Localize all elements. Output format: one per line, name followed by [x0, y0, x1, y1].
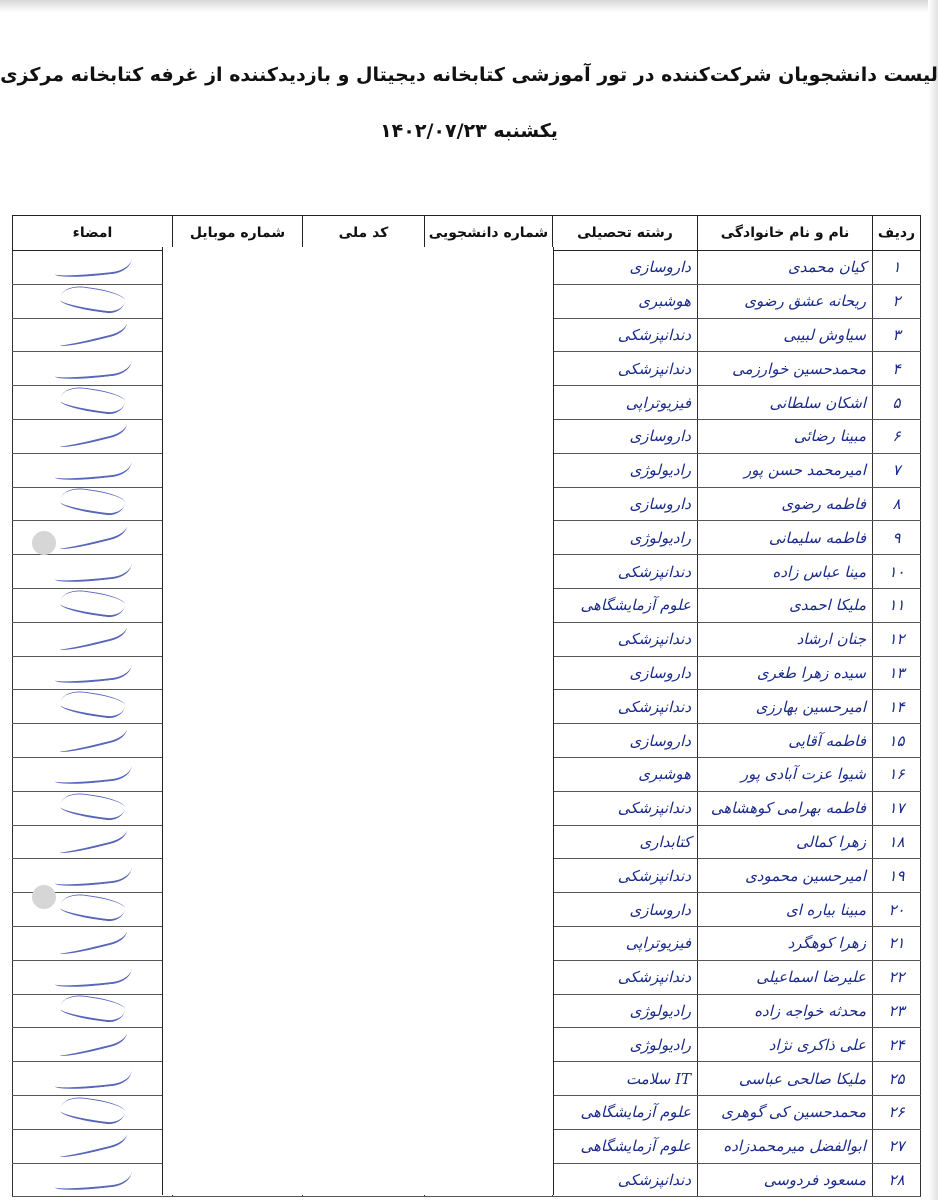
signature-cell: [13, 386, 173, 420]
signature-cell: [13, 757, 173, 791]
field-of-study: هوشبری: [553, 284, 698, 318]
field-of-study: دندانپزشکی: [553, 352, 698, 386]
column-header-signature: امضاء: [13, 216, 173, 251]
handwritten-signature: [53, 555, 133, 585]
signature-cell: [13, 555, 173, 589]
handwritten-signature: [53, 1163, 133, 1193]
row-number: ۲: [873, 284, 921, 318]
row-number: ۱: [873, 251, 921, 285]
row-number: ۳: [873, 318, 921, 352]
row-number: ۲۱: [873, 926, 921, 960]
signature-cell: [13, 656, 173, 690]
student-name: مینا عباس زاده: [698, 555, 873, 589]
handwritten-signature: [59, 487, 126, 518]
handwritten-signature: [53, 352, 133, 382]
student-name: فاطمه سلیمانی: [698, 521, 873, 555]
signature-cell: [13, 588, 173, 622]
document-date: یکشنبه ۱۴۰۲/۰۷/۲۳: [380, 120, 558, 142]
student-name: اشکان سلطانی: [698, 386, 873, 420]
field-of-study: داروسازی: [553, 656, 698, 690]
handwritten-signature: [53, 251, 133, 281]
row-number: ۱۵: [873, 724, 921, 758]
student-name: شیوا عزت آبادی پور: [698, 757, 873, 791]
signature-cell: [13, 352, 173, 386]
handwritten-signature: [57, 419, 129, 450]
field-of-study: دندانپزشکی: [553, 859, 698, 893]
row-number: ۲۶: [873, 1095, 921, 1129]
handwritten-signature: [57, 622, 129, 653]
field-of-study: داروسازی: [553, 251, 698, 285]
student-name: مبینا رضائی: [698, 419, 873, 453]
field-of-study: IT سلامت: [553, 1062, 698, 1096]
row-number: ۶: [873, 419, 921, 453]
signature-cell: [13, 724, 173, 758]
student-name: سیاوش لبیبی: [698, 318, 873, 352]
field-of-study: داروسازی: [553, 419, 698, 453]
handwritten-signature: [59, 994, 126, 1025]
handwritten-signature: [57, 1028, 129, 1059]
signature-cell: [13, 284, 173, 318]
signature-cell: [13, 1028, 173, 1062]
signature-cell: [13, 251, 173, 285]
field-of-study: دندانپزشکی: [553, 960, 698, 994]
row-number: ۱۱: [873, 588, 921, 622]
handwritten-signature: [57, 724, 129, 755]
student-name: زهرا کوهگرد: [698, 926, 873, 960]
student-name: مسعود فردوسی: [698, 1163, 873, 1197]
signature-cell: [13, 690, 173, 724]
row-number: ۱۸: [873, 825, 921, 859]
signature-cell: [13, 960, 173, 994]
handwritten-signature: [59, 386, 126, 417]
punch-hole: [32, 885, 56, 909]
student-name: جنان ارشاد: [698, 622, 873, 656]
student-name: زهرا کمالی: [698, 825, 873, 859]
field-of-study: داروسازی: [553, 893, 698, 927]
signature-cell: [13, 926, 173, 960]
handwritten-signature: [57, 926, 129, 957]
signature-cell: [13, 622, 173, 656]
field-of-study: علوم آزمایشگاهی: [553, 1129, 698, 1163]
row-number: ۱۰: [873, 555, 921, 589]
attendance-sheet: [12, 215, 920, 1200]
row-number: ۱۷: [873, 791, 921, 825]
student-name: محمدحسین کی گوهری: [698, 1095, 873, 1129]
field-of-study: کتابداری: [553, 825, 698, 859]
handwritten-signature: [59, 690, 126, 721]
signature-cell: [13, 1129, 173, 1163]
field-of-study: داروسازی: [553, 724, 698, 758]
field-of-study: دندانپزشکی: [553, 1163, 698, 1197]
row-number: ۱۹: [873, 859, 921, 893]
row-number: ۷: [873, 453, 921, 487]
handwritten-signature: [59, 284, 126, 315]
signature-cell: [13, 1062, 173, 1096]
handwritten-signature: [57, 825, 129, 856]
student-name: محدثه خواجه زاده: [698, 994, 873, 1028]
header-row: [13, 216, 921, 251]
row-number: ۲۳: [873, 994, 921, 1028]
field-of-study: دندانپزشکی: [553, 791, 698, 825]
handwritten-signature: [53, 960, 133, 990]
student-name: ملیکا احمدی: [698, 588, 873, 622]
handwritten-signature: [57, 318, 129, 349]
signature-cell: [13, 453, 173, 487]
signature-cell: [13, 791, 173, 825]
row-number: ۹: [873, 521, 921, 555]
document-title: لیست دانشجویان شرکت‌کننده در تور آموزشی کتابخانه دیجیتال و بازدیدکننده از غرفه کتابخانه مرکزی: [0, 64, 938, 86]
field-of-study: دندانپزشکی: [553, 555, 698, 589]
field-of-study: هوشبری: [553, 757, 698, 791]
signature-cell: [13, 419, 173, 453]
column-header-student-number: شماره دانشجویی: [425, 216, 553, 251]
handwritten-signature: [57, 521, 129, 552]
column-header-mobile-number: شماره موبایل: [173, 216, 303, 251]
signature-cell: [13, 994, 173, 1028]
student-name: سیده زهرا طغری: [698, 656, 873, 690]
row-number: ۸: [873, 487, 921, 521]
handwritten-signature: [53, 757, 133, 787]
field-of-study: علوم آزمایشگاهی: [553, 1095, 698, 1129]
student-name: کیان محمدی: [698, 251, 873, 285]
signature-cell: [13, 487, 173, 521]
field-of-study: رادیولوژی: [553, 994, 698, 1028]
handwritten-signature: [53, 453, 133, 483]
handwritten-signature: [53, 656, 133, 686]
row-number: ۵: [873, 386, 921, 420]
student-name: امیرحسین بهارزی: [698, 690, 873, 724]
handwritten-signature: [59, 1095, 126, 1126]
student-name: علی ذاکری نژاد: [698, 1028, 873, 1062]
student-name: علیرضا اسماعیلی: [698, 960, 873, 994]
row-number: ۴: [873, 352, 921, 386]
row-number: ۲۴: [873, 1028, 921, 1062]
field-of-study: داروسازی: [553, 487, 698, 521]
row-number: ۱۳: [873, 656, 921, 690]
handwritten-signature: [53, 859, 133, 889]
student-name: ریحانه عشق رضوی: [698, 284, 873, 318]
column-header-row-number: ردیف: [873, 216, 921, 251]
row-number: ۱۴: [873, 690, 921, 724]
column-header-full-name: نام و نام خانوادگی: [698, 216, 873, 251]
field-of-study: رادیولوژی: [553, 521, 698, 555]
row-number: ۱۶: [873, 757, 921, 791]
student-name: محمدحسین خوارزمی: [698, 352, 873, 386]
handwritten-signature: [59, 893, 126, 924]
handwritten-signature: [59, 588, 126, 619]
student-name: فاطمه بهرامی کوهشاهی: [698, 791, 873, 825]
row-number: ۲۷: [873, 1129, 921, 1163]
handwritten-signature: [59, 791, 126, 822]
signature-cell: [13, 318, 173, 352]
column-header-field-of-study: رشته تحصیلی: [553, 216, 698, 251]
field-of-study: فیزیوتراپی: [553, 386, 698, 420]
scan-right-edge: [928, 0, 938, 1200]
field-of-study: دندانپزشکی: [553, 690, 698, 724]
redacted-area: [162, 247, 554, 1195]
signature-cell: [13, 1095, 173, 1129]
signature-cell: [13, 825, 173, 859]
row-number: ۱۲: [873, 622, 921, 656]
field-of-study: رادیولوژی: [553, 453, 698, 487]
field-of-study: فیزیوتراپی: [553, 926, 698, 960]
scan-top-edge: [0, 0, 938, 12]
field-of-study: علوم آزمایشگاهی: [553, 588, 698, 622]
student-name: فاطمه رضوی: [698, 487, 873, 521]
row-number: ۲۸: [873, 1163, 921, 1197]
student-name: فاطمه آقایی: [698, 724, 873, 758]
row-number: ۲۲: [873, 960, 921, 994]
student-name: امیرحسین محمودی: [698, 859, 873, 893]
field-of-study: دندانپزشکی: [553, 622, 698, 656]
field-of-study: دندانپزشکی: [553, 318, 698, 352]
student-name: امیرمحمد حسن پور: [698, 453, 873, 487]
column-header-national-code: کد ملی: [303, 216, 425, 251]
handwritten-signature: [57, 1129, 129, 1160]
student-name: مبینا بیاره ای: [698, 893, 873, 927]
row-number: ۲۵: [873, 1062, 921, 1096]
punch-hole: [32, 531, 56, 555]
student-name: ابوالفضل میرمحمدزاده: [698, 1129, 873, 1163]
signature-cell: [13, 1163, 173, 1197]
student-name: ملیکا صالحی عباسی: [698, 1062, 873, 1096]
row-number: ۲۰: [873, 893, 921, 927]
field-of-study: رادیولوژی: [553, 1028, 698, 1062]
handwritten-signature: [53, 1062, 133, 1092]
